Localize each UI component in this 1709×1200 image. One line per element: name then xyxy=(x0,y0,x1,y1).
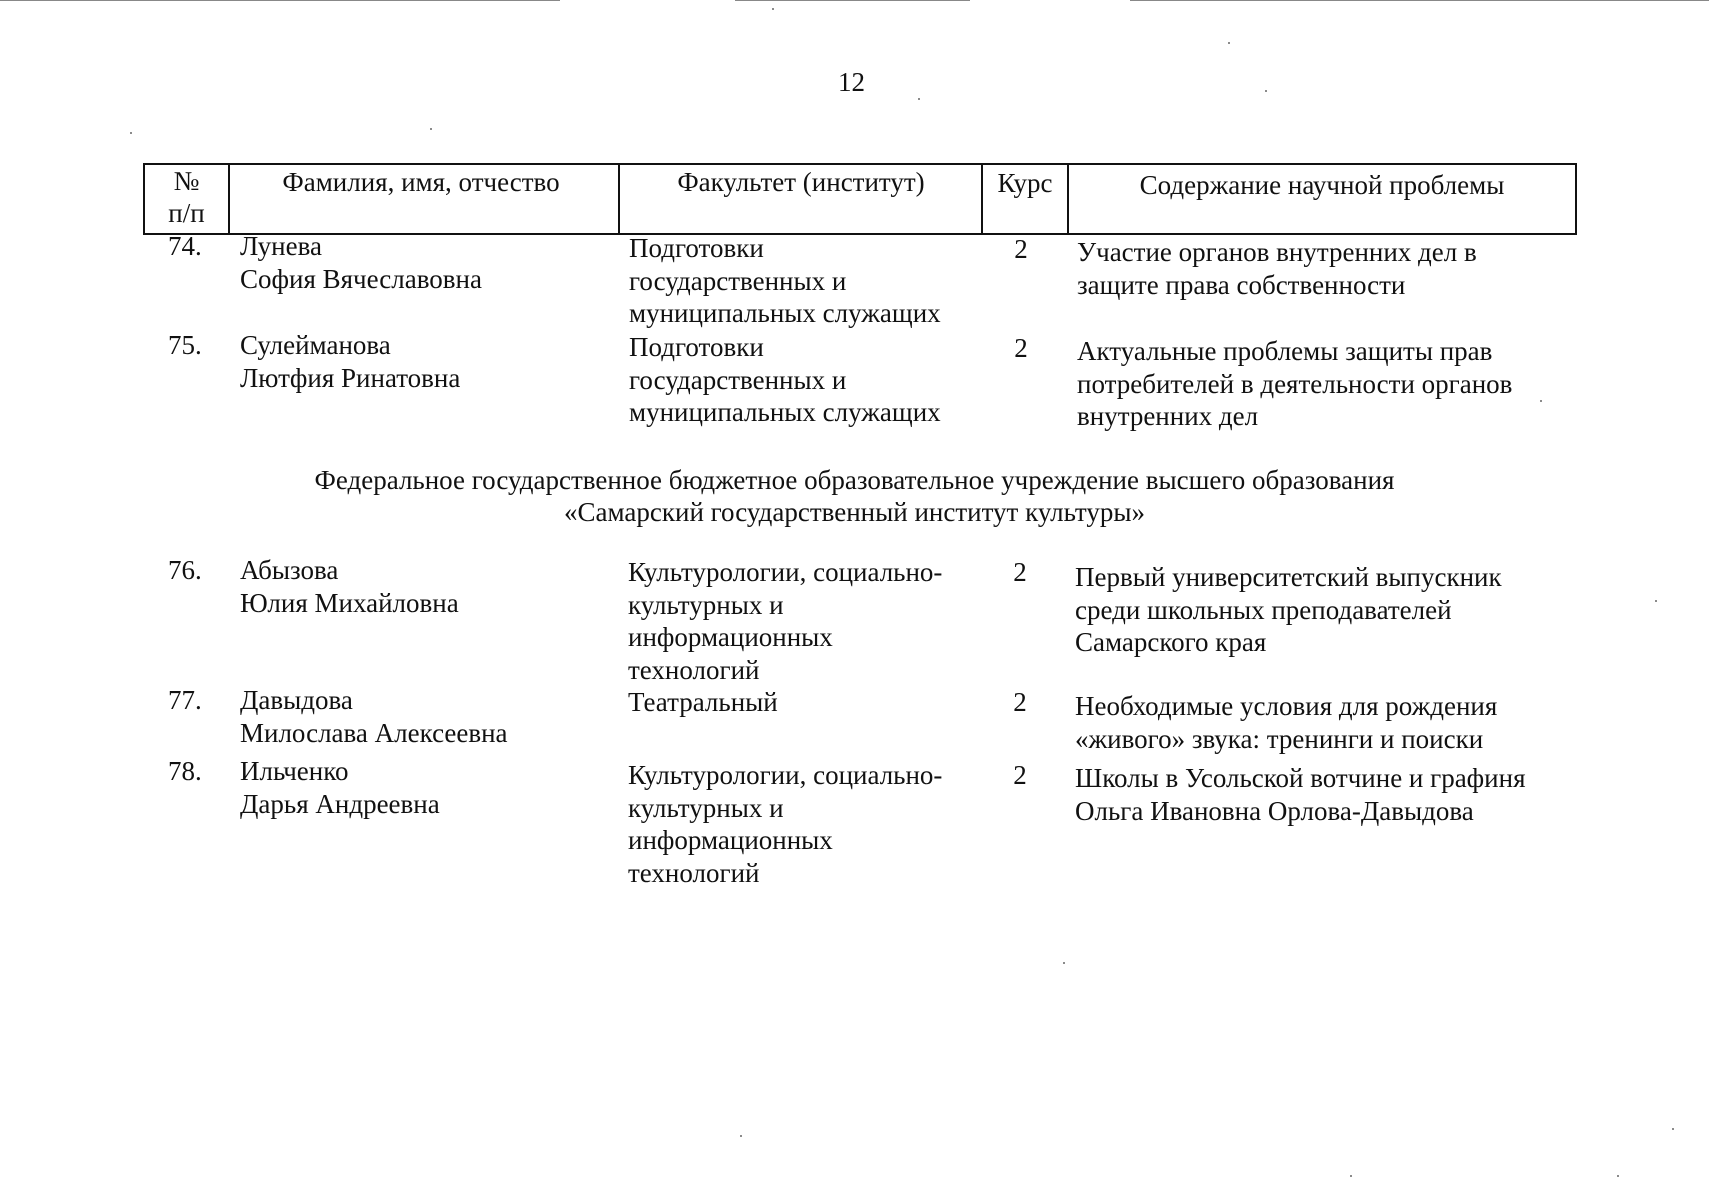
header-name: Фамилия, имя, отчество xyxy=(282,167,560,197)
row-topic xyxy=(1077,335,1512,433)
row-course: 2 xyxy=(1013,760,1027,790)
row-name-line: София Вячеславовна xyxy=(240,263,482,294)
row-topic-line: внутренних дел xyxy=(1077,401,1259,431)
row-name-line: Абызова xyxy=(240,555,339,585)
scan-speck xyxy=(130,132,132,134)
row-faculty xyxy=(628,686,778,719)
row-number: 77. xyxy=(168,685,202,715)
scan-speck xyxy=(918,98,920,100)
scan-edge-line xyxy=(0,0,560,1)
row-topic-line: Самарского края xyxy=(1075,627,1267,657)
row-faculty xyxy=(628,556,942,686)
row-topic-line: Школы в Усольской вотчине и графиня xyxy=(1075,763,1526,793)
scan-speck xyxy=(1350,1175,1352,1177)
row-topic-line: Первый университетский выпускник xyxy=(1075,562,1502,592)
row-faculty-line: Подготовки xyxy=(629,233,764,263)
row-name-line: Давыдова xyxy=(240,685,353,715)
header-num-line2: п/п xyxy=(168,198,205,228)
organization-heading xyxy=(0,464,1709,528)
row-faculty-line: технологий xyxy=(628,857,760,888)
organization-line: Федеральное государственное бюджетное образовательное учреждение высшего образования xyxy=(314,465,1395,495)
row-faculty xyxy=(629,232,941,330)
scan-speck xyxy=(772,8,774,10)
row-faculty-line: государственных и xyxy=(629,364,847,395)
row-topic xyxy=(1075,762,1526,827)
row-topic xyxy=(1075,561,1502,659)
row-number: 78. xyxy=(168,756,202,786)
row-faculty-line: культурных и xyxy=(628,589,784,620)
row-topic-line: потребителей в деятельности органов xyxy=(1077,368,1513,399)
row-faculty-line: Подготовки xyxy=(629,332,764,362)
row-name-line: Ильченко xyxy=(240,756,349,786)
table-header xyxy=(143,163,1577,235)
row-topic xyxy=(1075,690,1497,755)
row-course: 2 xyxy=(1013,557,1027,587)
row-topic-line: Участие органов внутренних дел в xyxy=(1077,237,1477,267)
row-faculty-line: муниципальных служащих xyxy=(629,397,941,427)
row-faculty-line: информационных xyxy=(628,622,833,652)
row-name-line: Сулейманова xyxy=(240,330,391,360)
scan-speck xyxy=(430,128,432,130)
header-topic: Содержание научной проблемы xyxy=(1139,170,1505,200)
row-faculty xyxy=(628,759,942,889)
header-course: Курс xyxy=(997,168,1053,198)
row-faculty-line: Культурологии, социально- xyxy=(628,557,943,587)
row-name-line: Милослава Алексеевна xyxy=(240,717,508,748)
row-course: 2 xyxy=(1014,333,1028,363)
row-name xyxy=(240,684,508,749)
row-faculty-line: муниципальных служащих xyxy=(629,298,941,328)
row-name xyxy=(240,755,440,820)
row-faculty-line: Культурологии, социально- xyxy=(628,760,943,790)
row-topic-line: защите права собственности xyxy=(1077,269,1406,300)
row-name-line: Лунева xyxy=(240,231,322,261)
scan-edge-line xyxy=(1130,0,1709,1)
header-faculty: Факультет (институт) xyxy=(677,167,925,197)
row-name xyxy=(240,329,460,394)
header-num-line1: № xyxy=(173,166,200,196)
row-topic-line: Необходимые условия для рождения xyxy=(1075,691,1498,721)
scan-edge-line xyxy=(735,0,970,1)
row-number: 74. xyxy=(168,231,202,261)
scan-speck xyxy=(1617,1175,1619,1177)
row-faculty-line: культурных и xyxy=(628,792,784,823)
row-name xyxy=(240,554,459,619)
scan-speck xyxy=(1265,90,1267,92)
row-name-line: Юлия Михайловна xyxy=(240,587,459,618)
row-number: 75. xyxy=(168,330,202,360)
row-faculty-line: информационных xyxy=(628,825,833,855)
scan-speck xyxy=(1672,1128,1674,1130)
row-faculty xyxy=(629,331,941,429)
row-course: 2 xyxy=(1013,687,1027,717)
row-topic-line: Ольга Ивановна Орлова-Давыдова xyxy=(1075,795,1474,826)
scan-speck xyxy=(740,1135,742,1137)
row-topic-line: Актуальные проблемы защиты прав xyxy=(1077,336,1493,366)
row-name-line: Дарья Андреевна xyxy=(240,788,440,819)
scan-speck xyxy=(1655,600,1657,602)
row-topic-line: «живого» звука: тренинги и поиски xyxy=(1075,723,1484,754)
row-topic-line: среди школьных преподавателей xyxy=(1075,594,1452,625)
row-name-line: Лютфия Ринатовна xyxy=(240,362,461,393)
scan-speck xyxy=(1063,962,1065,964)
row-number: 76. xyxy=(168,555,202,585)
page-number: 12 xyxy=(838,67,865,97)
row-topic xyxy=(1077,236,1477,301)
organization-line: «Самарский государственный институт культуры» xyxy=(564,497,1145,527)
header-num xyxy=(145,165,228,233)
row-faculty-line: Театральный xyxy=(628,687,778,717)
scan-speck xyxy=(1228,42,1230,44)
scan-speck xyxy=(1540,400,1542,402)
row-faculty-line: технологий xyxy=(628,654,760,685)
row-course: 2 xyxy=(1014,234,1028,264)
row-faculty-line: государственных и xyxy=(629,265,847,296)
row-name xyxy=(240,230,482,295)
